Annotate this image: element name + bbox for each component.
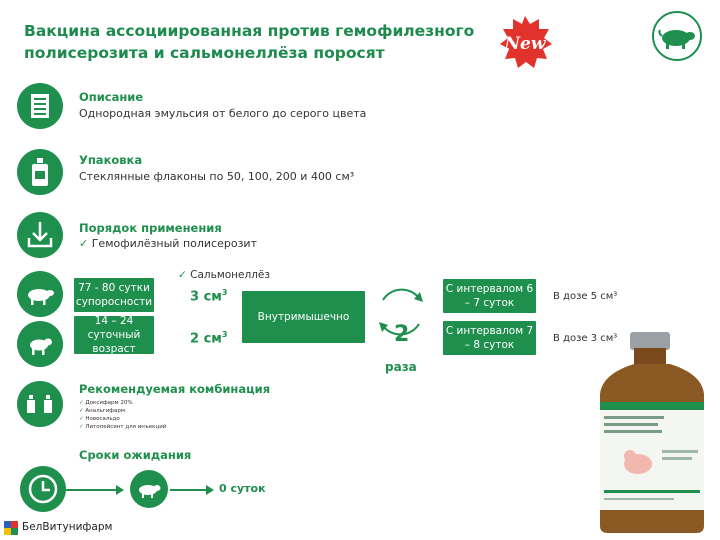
new-starburst-icon [497,14,553,70]
group-piglets: 14 – 24 суточный возраст [74,316,154,354]
company-logo-icon [4,520,18,534]
document-icon [17,83,63,129]
check-icon: ✓ [79,237,89,250]
packaging-text: Стеклянные флаконы по 50, 100, 200 и 400 см³ [79,170,355,183]
badge-text: New [504,34,546,54]
combination-list [79,399,166,431]
usage-disease1: ✓ Гемофилёзный полисерозит [79,237,257,250]
combination-title: Рекомендуемая комбинация [79,382,271,396]
check-icon: ✓ [178,269,187,281]
packaging-title: Упаковка [79,153,143,167]
interval-sows: С интервалом 6 – 7 суток [443,279,536,313]
vials-icon [17,381,63,427]
dose-piglets: 2 $см^3$ [190,330,228,347]
usage-title: Порядок применения [79,221,222,235]
list-item: ✓ Анальгифарм [79,408,126,414]
withdrawal-value: 0 суток [219,482,266,495]
vaccine-bottle-icon [592,330,712,535]
dose-sows: 3 $см^3$ [190,288,228,305]
list-item: ✓ Литопейсинт для инъекций [79,424,167,430]
withdrawal-title: Сроки ожидания [79,448,192,462]
list-item: ✓ Новосальдо [79,416,120,422]
dose-note-sows: В дозе 5 см³ [553,291,618,302]
download-icon [17,212,63,258]
page-title: Вакцина ассоциированная против гемофилезного полисерозита и сальмонеллёза поросят [24,22,475,62]
interval-piglets: С интервалом 7 – 8 суток [443,321,536,355]
group-sows: 77 - 80 сутки супоросности [74,278,154,312]
description-title: Описание [79,90,144,104]
dose-note-piglets: В дозе 3 см³ [553,333,618,344]
piglet-icon [17,321,63,367]
pig-icon [651,10,703,62]
list-item: ✓ Доксифарм 20% [79,400,133,406]
company-name: БелВитунифарм [22,521,113,533]
times-word: раза [385,360,417,374]
bottle-icon [17,149,63,195]
pig-icon [130,470,168,508]
usage-disease2: ✓ Сальмонеллёз [178,269,270,281]
route-box: Внутримышечно [242,291,365,343]
clock-icon [20,466,66,512]
description-text: Однородная эмульсия от белого до серого цвета [79,107,367,120]
arrow-line [66,480,126,500]
new-badge [497,14,553,70]
sow-icon [17,271,63,317]
times-number: 2 [394,322,410,347]
arrow-line-2 [170,480,216,500]
